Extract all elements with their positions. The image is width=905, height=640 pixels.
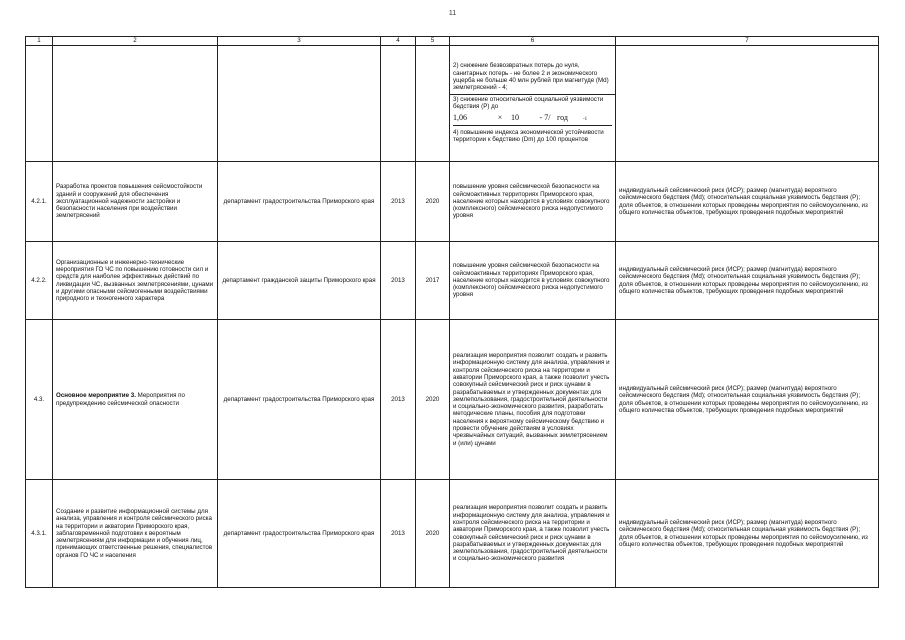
header-col-6: 6 xyxy=(450,37,616,46)
cell-start: 2013 xyxy=(381,242,416,320)
cell-start xyxy=(381,46,416,162)
cell-end: 2020 xyxy=(416,320,450,480)
formula-times: × xyxy=(497,113,503,123)
cell-name xyxy=(53,46,218,162)
header-col-4: 4 xyxy=(381,37,416,46)
main-measure-label: Основное мероприятие 3. xyxy=(56,392,136,400)
cell-name: Создание и развитие информационной системы для анализа, управления и контроля сейсмического риска на территории и акватории Приморского края, заблаговременной подготовки к вероятным землетрясениям для информации и обучения лиц, принимающих ответственные решения, специалистов органов ГО ЧС и населения xyxy=(53,480,218,588)
cell-num xyxy=(26,46,53,162)
cell-name: Разработка проектов повышения сейсмостойкости зданий и сооружений для обеспечения эксплуатационной надежности застройки и безопасности населения при воздействии землетрясений xyxy=(53,162,218,242)
cell-dept: департамент градостроительства Приморского края xyxy=(218,480,381,588)
table-row xyxy=(26,242,879,320)
cell-dept: департамент градостроительства Приморского края xyxy=(218,162,381,242)
cell-start: 2013 xyxy=(381,320,416,480)
cell-result: повышение уровня сейсмической безопасности на сейсмоактивных территориях Приморского края, население которых находится в условиях совокупного (комплексного) сейсмического риска недопустимого уровня xyxy=(450,242,616,320)
cell-start: 2013 xyxy=(381,162,416,242)
cell-result: повышение уровня сейсмической безопасности на сейсмоактивных территориях Приморского края, население которых находится в условиях совокупного (комплексного) сейсмического риска недопустимого уровня xyxy=(450,162,616,242)
cell-indicators xyxy=(616,46,879,162)
table-row xyxy=(26,320,879,480)
cell-indicators: индивидуальный сейсмический риск (ИСР); размер (магнитуда) вероятного сейсмического бедствия (Md); относительная социальная уязвимость бедствия (P); доля объектов, в отношении которых проведены мероприятия по сейсмоусилению, из общего количества объектов, требующих проведения подобных мероприятий xyxy=(616,162,879,242)
table-row xyxy=(26,162,879,242)
table-row xyxy=(26,480,879,588)
cell-num: 4.3.1. xyxy=(26,480,53,588)
cell-start: 2013 xyxy=(381,480,416,588)
header-col-1: 1 xyxy=(26,37,53,46)
header-row xyxy=(26,37,879,46)
formula-unit: год xyxy=(557,113,568,123)
cell-num: 4.2.1. xyxy=(26,162,53,242)
formula-value: 1,06 xyxy=(453,113,467,123)
formula-base: 10 xyxy=(511,113,519,123)
cell-num: 4.3. xyxy=(26,320,53,480)
cell-end: 2017 xyxy=(416,242,450,320)
result-item-2: 2) снижение безвозвратных потерь до нуля, санитарных потерь - не более 2 и экономического ущерба не больше 40 млн рублей при магнитуде (Md) землетрясений - 4; xyxy=(453,62,609,92)
cell-dept: департамент гражданской защиты Приморского края xyxy=(218,242,381,320)
cell-end: 2020 xyxy=(416,480,450,588)
cell-dept xyxy=(218,46,381,162)
cell-dept: департамент градостроительства Приморского края xyxy=(218,320,381,480)
result-item-4: 4) повышение индекса экономической устойчивости территории к бедствию (Dm) до 100 процентов xyxy=(453,129,604,144)
cell-end xyxy=(416,46,450,162)
cell-result: реализация мероприятия позволит создать и развить информационную систему для анализа, управления и контроля сейсмического риска на территории и акватории Приморского края, а также позволит учесть совокупный сейсмический риск и риск цунами в разрабатываемых и утвержденных документах для землепользования, градостроительной деятельности и социально-экономического развития, разработать методические планы, пособия для подготовки населения к вероятному сейсмическому бедствию и провести обучение действиям в условиях чрезвычайных ситуаций, вызванных землетрясением и (или) цунами xyxy=(450,320,616,480)
table-row-continuation xyxy=(26,46,879,162)
cell-indicators: индивидуальный сейсмический риск (ИСР); размер (магнитуда) вероятного сейсмического бедствия (Md); относительная социальная уязвимость бедствия (P); доля объектов, в отношении которых проведены мероприятия по сейсмоусилению, из общего количества объектов, требующих проведения подобных мероприятий xyxy=(616,242,879,320)
cell-name: Организационные и инженерно-технические мероприятия ГО ЧС по повышению готовности сил и средств для наиболее эффективных действий по ликвидации ЧС, вызванных землетрясениями, цунами и другими опасными сейсмогенными воздействиями природного и техногенного характера xyxy=(53,242,218,320)
page-number: 11 xyxy=(448,10,457,17)
result-item-3: 3) снижение относительной социальной уязвимости бедствия (P) до xyxy=(453,95,604,110)
formula-unit-power: -1 xyxy=(583,117,588,123)
cell-num: 4.2.2. xyxy=(26,242,53,320)
main-measure-text: Мероприятия по предупреждению сейсмической опасности xyxy=(56,392,185,407)
header-col-2: 2 xyxy=(53,37,218,46)
measures-table xyxy=(25,36,879,588)
cell-name xyxy=(53,320,218,480)
cell-indicators: индивидуальный сейсмический риск (ИСР); размер (магнитуда) вероятного сейсмического бедствия (Md); относительная социальная уязвимость бедствия (P); доля объектов, в отношении которых проведены мероприятия по сейсмоусилению, из общего количества объектов, требующих проведения подобных мероприятий xyxy=(616,480,879,588)
header-col-3: 3 xyxy=(218,37,381,46)
formula-line xyxy=(453,112,612,126)
cell-indicators: индивидуальный сейсмический риск (ИСР); размер (магнитуда) вероятного сейсмического бедствия (Md); относительная социальная уязвимость бедствия (P); доля объектов, в отношении которых проведены мероприятия по сейсмоусилению, из общего количества объектов, требующих проведения подобных мероприятий xyxy=(616,320,879,480)
cell-result xyxy=(450,46,616,162)
formula-exponent: - 7/ xyxy=(539,113,551,123)
header-col-7: 7 xyxy=(616,37,879,46)
header-col-5: 5 xyxy=(416,37,450,46)
cell-result: реализация мероприятия позволит создать и развить информационную систему для анализа, управления и контроля сейсмического риска на территории и акватории Приморского края, а также позволит учесть совокупный сейсмический риск и риск цунами в разрабатываемых и утвержденных документах для землепользования, градостроительной деятельности и социально-экономического развития xyxy=(450,480,616,588)
cell-end: 2020 xyxy=(416,162,450,242)
